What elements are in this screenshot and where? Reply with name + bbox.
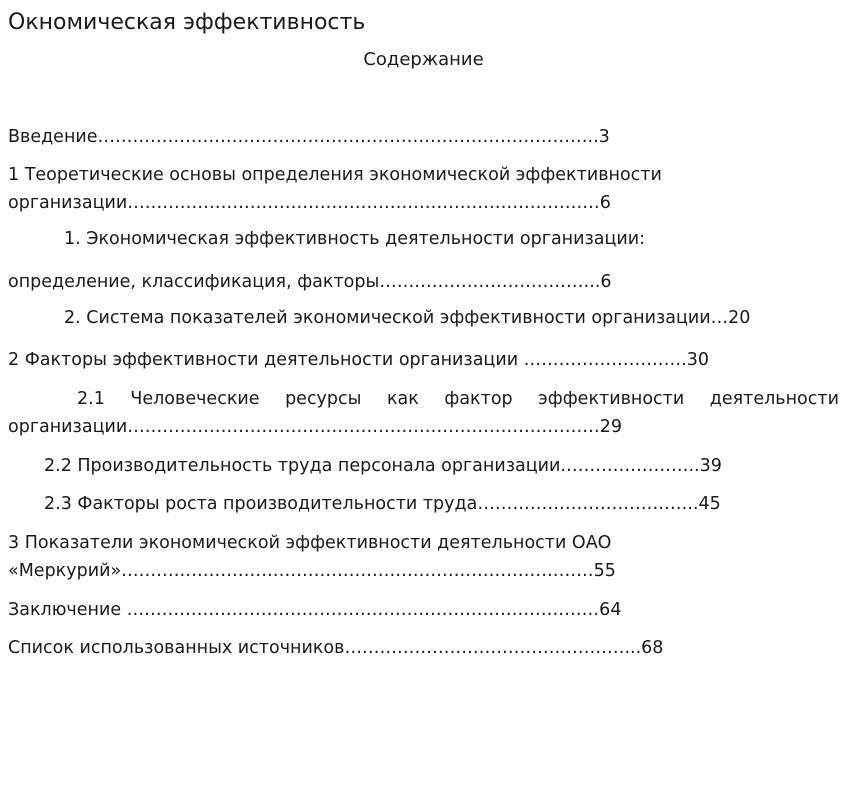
document-title: Окномическая эффективность [8, 10, 366, 35]
toc-word: как [386, 389, 419, 409]
toc-entry-section-2-3: 2.3 Факторы роста производительности труда………………………………..45 [44, 494, 721, 514]
toc-entry-chapter-2: 2 Факторы эффективности деятельности организации ……………………….30 [8, 350, 709, 370]
toc-entry-intro: Введение…………………………………………………………………………..3 [8, 127, 610, 147]
toc-entry-section-2-1 [8, 385, 839, 441]
toc-entry-section-1-1-line-1: 1. Экономическая эффективность деятельности организации: [64, 229, 646, 249]
toc-heading: Содержание [363, 49, 484, 70]
toc-entry-section-1-1-line-2: определение, классификация, факторы………………………………..6 [8, 272, 612, 292]
toc-entry-section-2-2: 2.2 Производительность труда персонала организации.…………………..39 [44, 456, 722, 476]
toc-entry-section-1-2: 2. Система показателей экономической эффективности организации…20 [64, 308, 751, 328]
toc-entry-chapter-1-line-2: организации………………………………………………………………………6 [8, 193, 611, 213]
toc-word: ресурсы [285, 389, 362, 409]
toc-word: Человеческие [130, 389, 260, 409]
toc-entry-conclusion: Заключение ………………………………………………………………………64 [8, 600, 622, 620]
toc-entry-references: Список использованных источников…………………………………………...68 [8, 638, 664, 658]
toc-word: эффективности [538, 389, 685, 409]
toc-entry-chapter-3-line-2: «Меркурий»………………………………………………………………………55 [8, 561, 616, 581]
toc-word: фактор [444, 389, 513, 409]
toc-word: 2.1 [77, 389, 105, 409]
toc-entry-chapter-3-line-1: 3 Показатели экономической эффективности деятельности ОАО [8, 533, 612, 553]
toc-entry-section-2-1-line-1 [8, 385, 839, 413]
toc-word: деятельности [709, 389, 839, 409]
toc-entry-chapter-1-line-1: 1 Теоретические основы определения экономической эффективности [8, 165, 662, 185]
toc-entry-section-2-1-line-2: организации………………………………………………………………………29 [8, 417, 623, 437]
